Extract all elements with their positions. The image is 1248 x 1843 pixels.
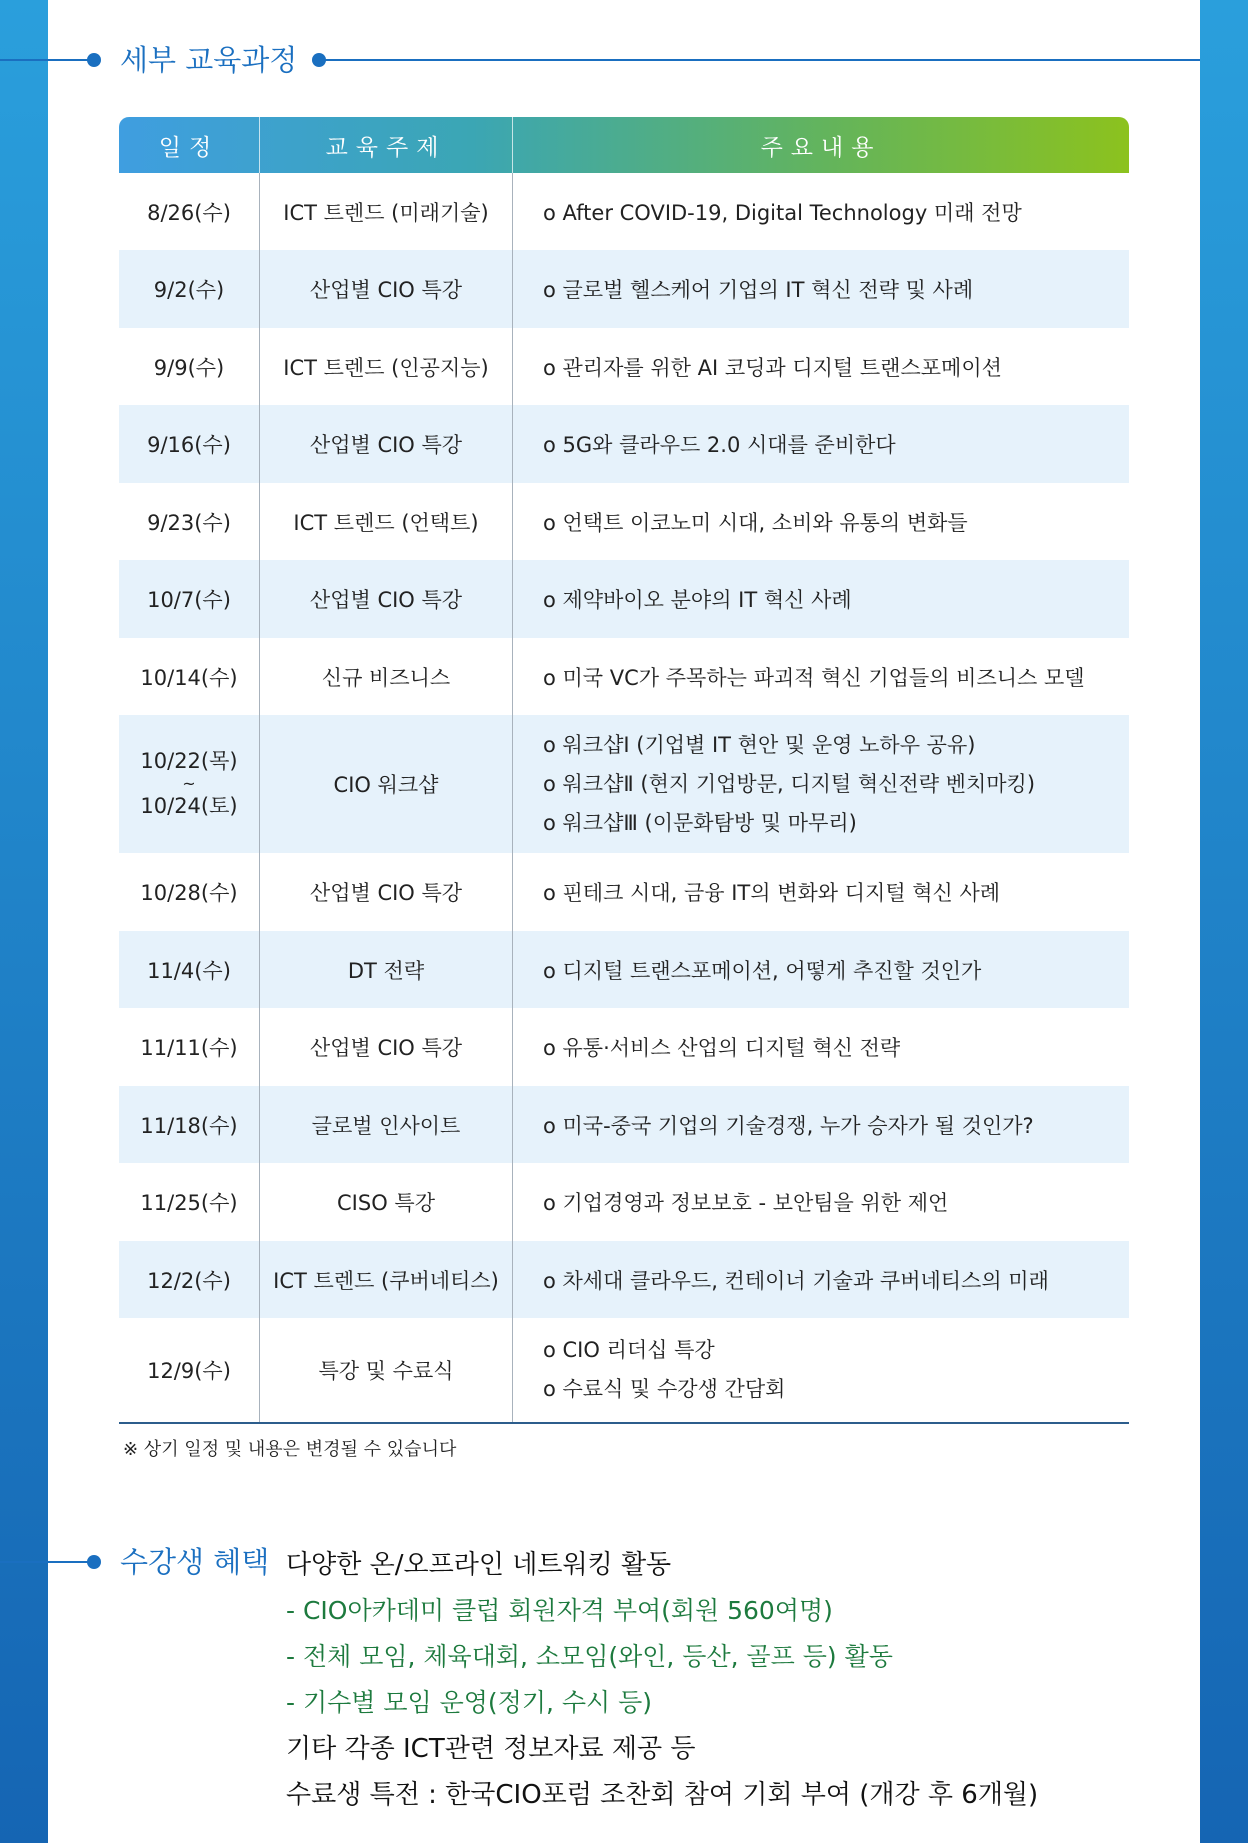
row-topic: 산업별 CIO 특강 [260, 405, 513, 483]
benefit-sub-item: - 전체 모임, 체육대회, 소모임(와인, 등산, 골프 등) 활동 [286, 1642, 893, 1671]
table-row [119, 1318, 1129, 1424]
row-content: o After COVID-19, Digital Technology 미래 전망 [543, 200, 1022, 225]
row-date: 11/25(수) [119, 1163, 260, 1241]
row-date: 9/9(수) [119, 328, 260, 405]
row-date: 10/14(수) [119, 638, 260, 715]
page [48, 0, 1200, 1843]
row-topic: ICT 트렌드 (쿠버네티스) [260, 1241, 513, 1318]
content-item: o CIO 리더십 특강 [543, 1338, 715, 1362]
row-content: o 미국 VC가 주목하는 파괴적 혁신 기업들의 비즈니스 모델 [543, 665, 1085, 690]
row-topic: ICT 트렌드 (언택트) [260, 483, 513, 560]
row-topic: 글로벌 인사이트 [260, 1086, 513, 1163]
row-date [119, 715, 260, 853]
heading-line-left [0, 1561, 92, 1563]
content-item: o 워크샵Ⅱ (현지 기업방문, 디지털 혁신전략 벤치마킹) [543, 771, 1036, 796]
table-row [119, 931, 1129, 1008]
row-date: 10/7(수) [119, 560, 260, 638]
benefit-graduate-privilege: 수료생 특전 : 한국CIO포럼 조찬회 참여 기회 부여 (개강 후 6개월) [286, 1780, 1039, 1810]
section-heading-curriculum [0, 40, 1248, 80]
row-content: o 미국-중국 기업의 기술경쟁, 누가 승자가 될 것인가? [543, 1113, 1034, 1138]
date-range-start: 10/22(목) [140, 749, 238, 773]
content-item: o 워크샵Ⅲ (이문화탐방 및 마무리) [543, 810, 857, 835]
benefit-ict-info: 기타 각종 ICT관련 정보자료 제공 등 [286, 1734, 696, 1764]
table-row [119, 250, 1129, 328]
row-date: 11/18(수) [119, 1086, 260, 1163]
row-content: o 차세대 클라우드, 컨테이너 기술과 쿠버네티스의 미래 [543, 1268, 1049, 1293]
table-row [119, 1163, 1129, 1241]
row-date: 11/11(수) [119, 1008, 260, 1086]
schedule-change-note: ※ 상기 일정 및 내용은 변경될 수 있습니다 [123, 1439, 457, 1460]
row-date: 8/26(수) [119, 173, 260, 250]
section-title-benefits: 수강생 혜택 [120, 1545, 270, 1579]
header-content: 주요내용 [760, 134, 882, 161]
table-row [119, 1241, 1129, 1318]
heading-dot-left [87, 53, 101, 67]
row-date: 10/28(수) [119, 853, 260, 931]
table-row [119, 853, 1129, 931]
row-topic: 신규 비즈니스 [260, 638, 513, 715]
table-header [119, 117, 1129, 173]
row-content: o 글로벌 헬스케어 기업의 IT 혁신 전략 및 사례 [543, 278, 974, 302]
row-topic: 산업별 CIO 특강 [260, 250, 513, 328]
row-content: o 유통·서비스 산업의 디지털 혁신 전략 [543, 1036, 901, 1060]
row-date: 11/4(수) [119, 931, 260, 1008]
content-list [543, 726, 1035, 843]
row-content: o 언택트 이코노미 시대, 소비와 유통의 변화들 [543, 510, 968, 535]
row-topic: 산업별 CIO 특강 [260, 560, 513, 638]
row-content: o 5G와 클라우드 2.0 시대를 준비한다 [543, 433, 896, 457]
row-topic: 산업별 CIO 특강 [260, 1008, 513, 1086]
table-row [119, 1008, 1129, 1086]
row-date: 9/16(수) [119, 405, 260, 483]
section-heading-benefits [0, 1542, 300, 1582]
row-topic: CISO 특강 [260, 1163, 513, 1241]
content-list [543, 1331, 785, 1409]
row-date: 9/2(수) [119, 250, 260, 328]
row-content: o 관리자를 위한 AI 코딩과 디지털 트랜스포메이션 [543, 355, 1002, 380]
header-topic: 교육주제 [260, 117, 513, 173]
row-content: o 핀테크 시대, 금융 IT의 변화와 디지털 혁신 사례 [543, 881, 1001, 905]
benefits-list [286, 1542, 1186, 1818]
date-range [140, 747, 237, 821]
row-content: o 디지털 트랜스포메이션, 어떻게 추진할 것인가 [543, 958, 982, 983]
table-row [119, 638, 1129, 715]
row-topic: CIO 워크샵 [260, 715, 513, 853]
content-item: o 수료식 및 수강생 간담회 [543, 1377, 786, 1401]
table-row [119, 1086, 1129, 1163]
table-row [119, 560, 1129, 638]
row-content: o 기업경영과 정보보호 - 보안팀을 위한 제언 [543, 1191, 949, 1215]
content-item: o 워크샵Ⅰ (기업별 IT 현안 및 운영 노하우 공유) [543, 732, 976, 757]
table-row [119, 715, 1129, 853]
row-content [513, 715, 1129, 853]
heading-dot-left [87, 1555, 101, 1569]
benefit-networking: 다양한 온/오프라인 네트워킹 활동 [286, 1550, 672, 1580]
row-topic: DT 전략 [260, 931, 513, 1008]
header-date: 일정 [119, 117, 260, 173]
benefit-sub-item: - CIO아카데미 클럽 회원자격 부여(회원 560여명) [286, 1596, 833, 1625]
heading-line-right [322, 59, 1200, 61]
row-date: 9/23(수) [119, 483, 260, 560]
curriculum-table [119, 117, 1129, 1424]
row-content: o 제약바이오 분야의 IT 혁신 사례 [543, 588, 852, 612]
benefit-sub-item: - 기수별 모임 운영(정기, 수시 등) [286, 1688, 653, 1717]
table-row [119, 405, 1129, 483]
table-row [119, 173, 1129, 250]
date-range-end: 10/24(토) [140, 794, 238, 818]
row-topic: 산업별 CIO 특강 [260, 853, 513, 931]
date-range-separator: ~ [182, 774, 196, 793]
row-topic: ICT 트렌드 (인공지능) [260, 328, 513, 405]
table-row [119, 328, 1129, 405]
section-title-curriculum: 세부 교육과정 [120, 43, 298, 77]
row-date: 12/9(수) [119, 1318, 260, 1422]
row-content [513, 1318, 1129, 1422]
row-date: 12/2(수) [119, 1241, 260, 1318]
row-topic: 특강 및 수료식 [260, 1318, 513, 1422]
table-row [119, 483, 1129, 560]
row-topic: ICT 트렌드 (미래기술) [260, 173, 513, 250]
heading-line-left [0, 59, 92, 61]
